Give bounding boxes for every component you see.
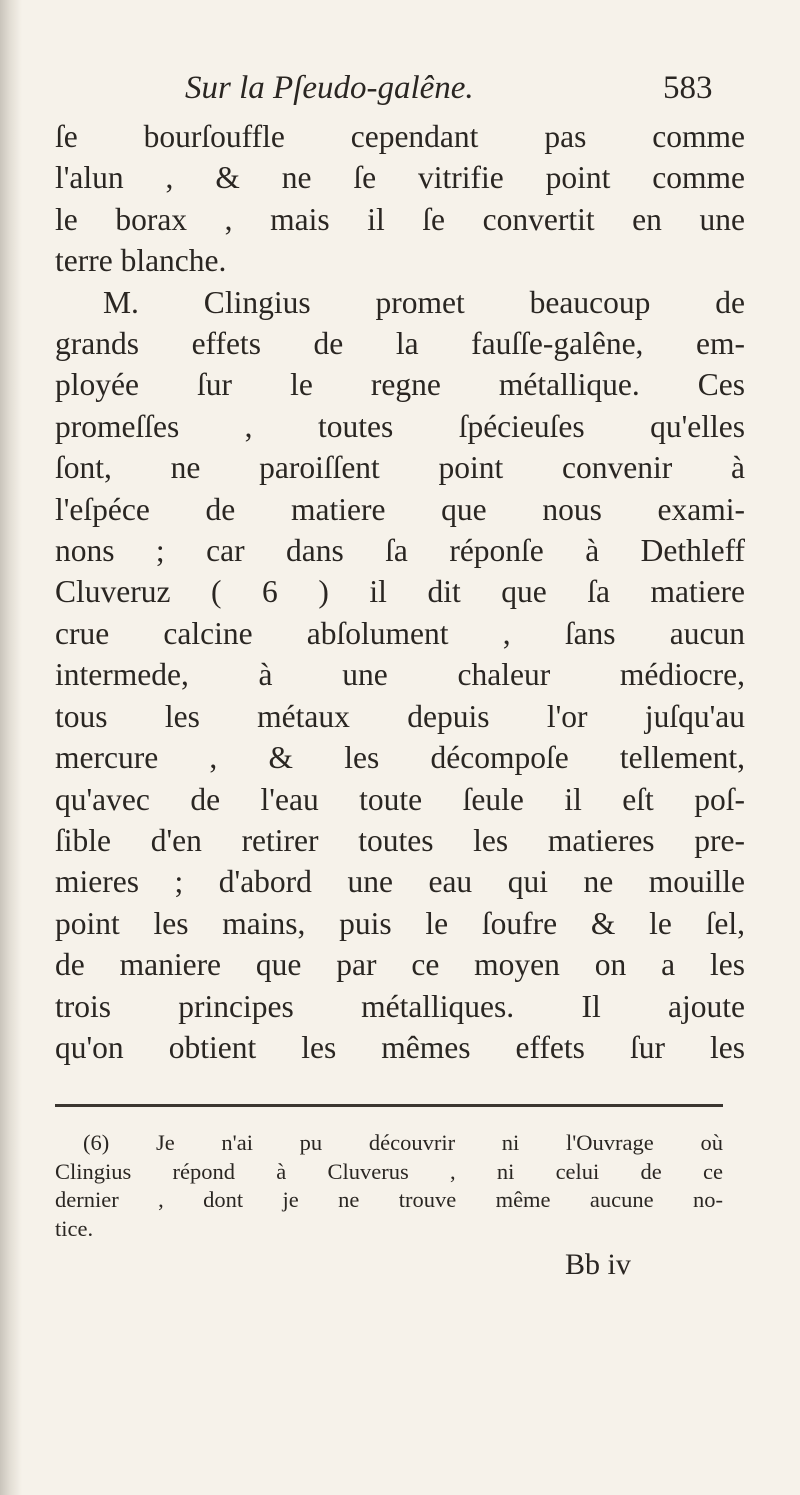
- text-line: mieres ; d'abord une eau qui ne mouille: [55, 864, 745, 900]
- running-head: [55, 70, 745, 116]
- text-line: l'eſpéce de matiere que nous exami-: [55, 491, 745, 527]
- text-line: crue calcine abſolument , ſans aucun: [55, 615, 745, 651]
- text-line: M. Clingius promet beaucoup de: [103, 284, 745, 320]
- text-line: promeſſes , toutes ſpécieuſes qu'elles: [55, 408, 745, 444]
- footnote-rule: [55, 1104, 723, 1107]
- text-line: mercure , & les décompoſe tellement,: [55, 740, 745, 776]
- text-line: ſont, ne paroiſſent point convenir à: [55, 450, 745, 486]
- text-line: tous les métaux depuis l'or juſqu'au: [55, 698, 745, 734]
- text-line: trois principes métalliques. Il ajoute: [55, 988, 745, 1024]
- text-line: qu'avec de l'eau toute ſeule il eſt poſ-: [55, 781, 745, 817]
- text-line: de maniere que par ce moyen on a les: [55, 947, 745, 983]
- text-line: terre blanche.: [55, 243, 227, 279]
- footnote-line: (6) Je n'ai pu découvrir ni l'Ouvrage où: [83, 1130, 723, 1156]
- text-line: ſible d'en retirer toutes les matieres pre-: [55, 822, 745, 858]
- text-line: ſe bourſouffle cependant pas comme: [55, 119, 745, 154]
- running-head-title: Sur la Pſeudo-galêne.: [185, 70, 474, 106]
- footnote-line: Clingius répond à Cluverus , ni celui de ce: [55, 1158, 723, 1184]
- footnote: [55, 1129, 745, 1243]
- footnote-line: tice.: [55, 1215, 94, 1241]
- footnote-line: dernier , dont je ne trouve même aucune no-: [55, 1187, 723, 1213]
- text-line: ployée ſur le regne métallique. Ces: [55, 367, 745, 403]
- page-number: 583: [663, 70, 713, 106]
- catchword: Bb iv: [565, 1248, 631, 1281]
- text-line: qu'on obtient les mêmes effets ſur les: [55, 1029, 745, 1065]
- body-text: [55, 116, 745, 1068]
- text-line: le borax , mais il ſe convertit en une: [55, 201, 745, 237]
- text-line: intermede, à une chaleur médiocre,: [55, 657, 745, 693]
- text-line: Cluveruz ( 6 ) il dit que ſa matiere: [55, 574, 745, 610]
- text-line: point les mains, puis le ſoufre & le ſel,: [55, 905, 745, 941]
- text-line: grands effets de la fauſſe-galêne, em-: [55, 326, 745, 362]
- book-gutter-shadow: [0, 0, 22, 1495]
- text-line: l'alun , & ne ſe vitrifie point comme: [55, 160, 745, 196]
- text-line: nons ; car dans ſa réponſe à Dethleff: [55, 533, 745, 569]
- book-page: [55, 70, 745, 1281]
